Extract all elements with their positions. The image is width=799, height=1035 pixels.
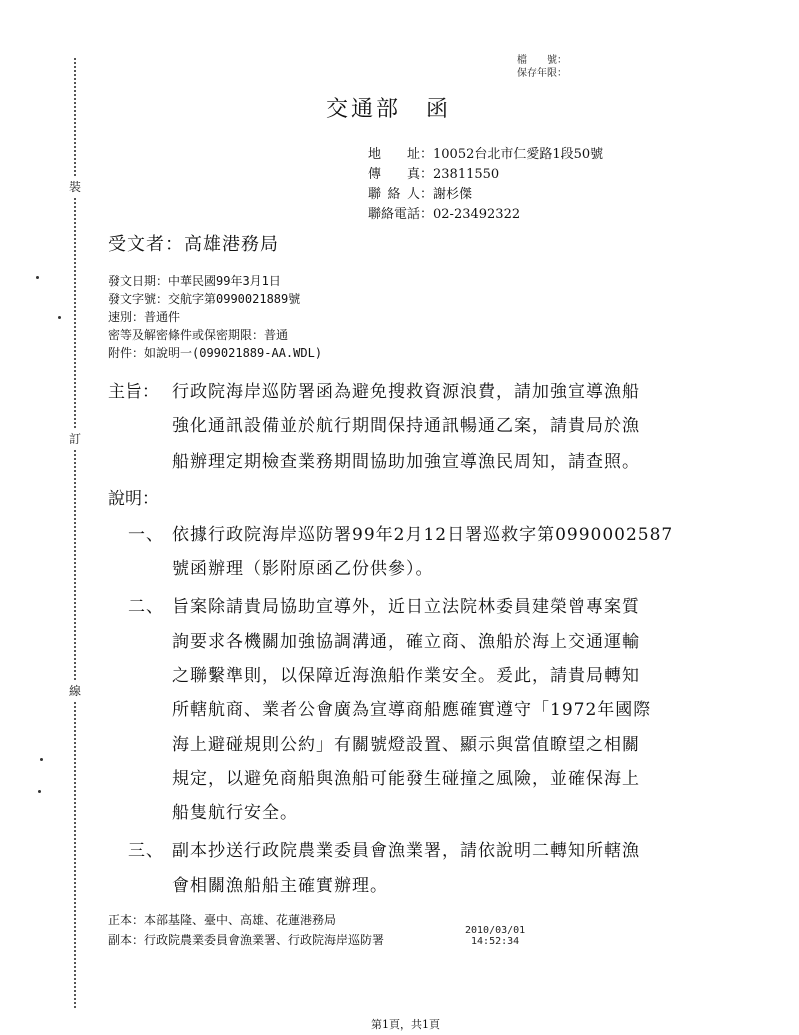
phone-value: 02-23492322 (433, 207, 521, 222)
scan-speck (38, 790, 41, 793)
item-line: 船隻航行安全。 (172, 803, 298, 823)
contact-value: 謝杉傑 (433, 187, 473, 202)
dispatch-number: 發文字號：交航字第0990021889號 (108, 292, 301, 306)
explanation-heading: 說明： (108, 489, 159, 509)
scan-speck (36, 276, 39, 279)
contact-label: 聯 絡 人 (368, 187, 420, 202)
binding-label-bottom: 線 (66, 680, 84, 701)
address-label: 地址 (368, 147, 420, 162)
subject-heading: 主旨： (108, 382, 159, 402)
page-number: 第1頁，共1頁 (371, 1018, 440, 1031)
item-number: 三、 (128, 841, 164, 861)
timestamp-stamp (465, 925, 525, 947)
dispatch-speed: 速別：普通件 (108, 310, 181, 324)
original-recipients: 正本：本部基隆、臺中、高雄、花蓮港務局 (108, 913, 337, 927)
item-line: 海上避碰規則公約」有關號燈設置、顯示與當值瞭望之相關 (172, 735, 640, 755)
item-number: 一、 (128, 525, 164, 545)
retention-label: 保存年限： (517, 68, 567, 79)
binding-label-middle: 訂 (66, 428, 84, 449)
recipient: 受文者：高雄港務局 (108, 234, 279, 255)
copy-recipients: 副本：行政院農業委員會漁業署、行政院海岸巡防署 (108, 933, 385, 947)
item-line: 規定，以避免商船與漁船可能發生碰撞之風險，並確保海上 (172, 769, 640, 789)
subject-line: 船辦理定期檢查業務期間協助加強宣導漁民周知，請查照。 (172, 452, 640, 472)
contact-row: 聯 絡 人：謝杉傑 (368, 185, 603, 205)
file-meta (517, 54, 567, 80)
binding-dotted-line (74, 58, 76, 1008)
stamp-time: 14:52:34 (471, 936, 520, 947)
phone-label: 聯絡電話 (368, 207, 421, 222)
document-title: 交通部 函 (326, 97, 452, 122)
fax-row: 傳 真：23811550 (368, 165, 603, 185)
distribution-list (108, 910, 384, 950)
fax-value: 23811550 (433, 167, 500, 182)
attachment-link[interactable]: 附件：如說明一(099021889-AA.WDL) (108, 346, 323, 360)
binding-label-top: 裝 (66, 176, 84, 197)
item-line: 副本抄送行政院農業委員會漁業署，請依說明二轉知所轄漁 (172, 841, 640, 861)
address-row: 地址：10052台北市仁愛路1段50號 (368, 145, 603, 165)
item-line: 會相關漁船船主確實辦理。 (172, 876, 388, 896)
stamp-date: 2010/03/01 (465, 925, 526, 936)
subject-line: 強化通訊設備並於航行期間保持通訊暢通乙案，請貴局於漁 (172, 416, 640, 436)
sender-info (368, 145, 603, 225)
file-number-label: 檔 號： (517, 55, 567, 66)
scan-speck (58, 316, 61, 319)
item-line: 所轄航商、業者公會廣為宣導商船應確實遵守「1972年國際 (172, 700, 652, 720)
security-level: 密等及解密條件或保密期限：普通 (108, 328, 289, 342)
subject-line: 行政院海岸巡防署函為避免搜救資源浪費，請加強宣導漁船 (172, 382, 640, 402)
retention-row (517, 67, 567, 80)
item-line: 旨案除請貴局協助宣導外，近日立法院林委員建榮曾專案質 (172, 597, 640, 617)
phone-row: 聯絡電話：02-23492322 (368, 205, 603, 225)
item-line: 號函辦理（影附原函乙份供參）。 (172, 559, 434, 579)
item-line: 依據行政院海岸巡防署99年2月12日署巡救字第0990002587 (172, 525, 674, 545)
scan-speck (40, 758, 43, 761)
file-number-row (517, 54, 567, 67)
item-line: 之聯繫準則，以保障近海漁船作業安全。爰此，請貴局轉知 (172, 666, 640, 686)
address-value: 10052台北市仁愛路1段50號 (433, 147, 604, 162)
dispatch-date: 發文日期：中華民國99年3月1日 (108, 274, 281, 288)
fax-label: 傳 真 (368, 167, 421, 182)
dispatch-meta (108, 272, 322, 362)
item-number: 二、 (128, 597, 164, 617)
item-line: 詢要求各機關加強協調溝通，確立商、漁船於海上交通運輸 (172, 632, 640, 652)
